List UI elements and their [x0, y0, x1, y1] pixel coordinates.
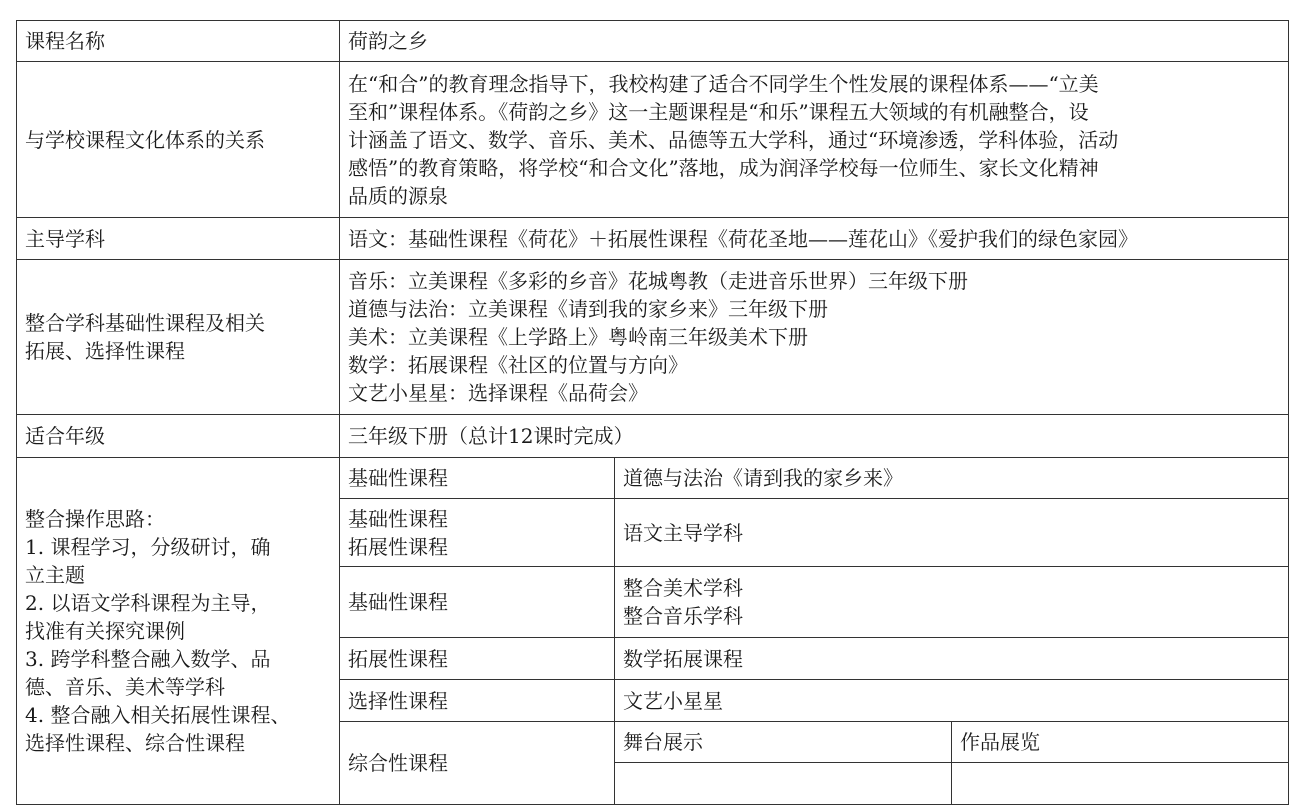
course-desc-cell: 文艺小星星	[615, 680, 1289, 722]
operation-line: 找准有关探究课例	[25, 619, 185, 643]
relation-line: 品质的源泉	[348, 183, 448, 208]
grade-row	[17, 415, 1289, 458]
integrated-line: 数学：拓展课程《社区的位置与方向》	[348, 353, 688, 377]
comprehensive-type: 综合性课程	[340, 722, 615, 805]
relation-line: 至和”课程体系。《荷韵之乡》这一主题课程是“和乐”课程五大领域的有机融整合，设	[348, 99, 1089, 124]
relation-line: 感悟”的教育策略，将学校“和合文化”落地，成为润泽学校每一位师生、家长文化精神	[348, 155, 1099, 180]
course-type-cell: 拓展性课程	[340, 638, 615, 680]
relation-line: 计涵盖了语文、数学、音乐、美术、品德等五大学科，通过“环境渗透，学科体验，活动	[348, 127, 1119, 152]
main-subject-label: 主导学科	[17, 218, 340, 260]
main-subject-row	[17, 218, 1289, 260]
operation-line: 立主题	[25, 563, 85, 587]
integrated-label-line: 拓展、选择性课程	[25, 339, 185, 363]
operation-line: 整合操作思路：	[25, 507, 165, 531]
course-type-cell	[340, 499, 615, 567]
operation-line: 3. 跨学科整合融入数学、品	[25, 647, 271, 671]
course-desc-line: 整合音乐学科	[623, 604, 743, 628]
operation-line: 选择性课程、综合性课程	[25, 731, 245, 755]
work-exhibit-cell: 作品展览	[952, 722, 1289, 763]
integrated-list	[340, 260, 1289, 415]
operation-line: 4. 整合融入相关拓展性课程、	[25, 703, 291, 727]
course-desc-line: 整合美术学科	[623, 576, 743, 600]
relation-row	[17, 62, 1289, 218]
stage-show-empty-cell	[615, 763, 952, 805]
grade-label: 适合年级	[17, 415, 340, 458]
integrated-line: 音乐：立美课程《多彩的乡音》花城粤教（走进音乐世界）三年级下册	[348, 269, 968, 293]
course-type-line: 基础性课程	[348, 506, 448, 531]
course-desc-cell	[615, 567, 1289, 638]
relation-label: 与学校课程文化体系的关系	[17, 62, 340, 218]
course-type-cell: 基础性课程	[340, 567, 615, 638]
operation-subrow	[17, 458, 1289, 499]
course-info-table	[16, 20, 1289, 805]
integrated-row	[17, 260, 1289, 415]
main-subject-value: 语文：基础性课程《荷花》＋拓展性课程《荷花圣地——莲花山》《爱护我们的绿色家园》	[340, 218, 1289, 260]
integrated-line: 道德与法治：立美课程《请到我的家乡来》三年级下册	[348, 297, 828, 321]
work-exhibit-empty-cell	[952, 763, 1289, 805]
course-name-label: 课程名称	[17, 21, 340, 62]
integrated-line: 文艺小星星：选择课程《品荷会》	[348, 381, 648, 405]
relation-line: 在“和合”的教育理念指导下，我校构建了适合不同学生个性发展的课程体系——“立美	[348, 71, 1099, 96]
grade-value: 三年级下册（总计12课时完成）	[340, 415, 1289, 458]
operation-line: 1. 课程学习，分级研讨，确	[25, 535, 271, 559]
integrated-label	[17, 260, 340, 415]
stage-show-cell: 舞台展示	[615, 722, 952, 763]
course-name-value: 荷韵之乡	[340, 21, 1289, 62]
integrated-line: 美术：立美课程《上学路上》粤岭南三年级美术下册	[348, 325, 808, 349]
course-type-cell: 基础性课程	[340, 458, 615, 499]
operation-line: 2. 以语文学科课程为主导，	[25, 591, 271, 615]
course-type-cell: 选择性课程	[340, 680, 615, 722]
course-name-row	[17, 21, 1289, 62]
operation-label	[17, 458, 340, 805]
integrated-label-line: 整合学科基础性课程及相关	[25, 311, 265, 335]
course-desc-cell: 数学拓展课程	[615, 638, 1289, 680]
course-desc-cell: 语文主导学科	[615, 499, 1289, 567]
relation-text	[340, 62, 1289, 218]
course-desc-cell: 道德与法治《请到我的家乡来》	[615, 458, 1289, 499]
operation-line: 德、音乐、美术等学科	[25, 675, 225, 699]
course-type-line: 拓展性课程	[348, 534, 448, 559]
